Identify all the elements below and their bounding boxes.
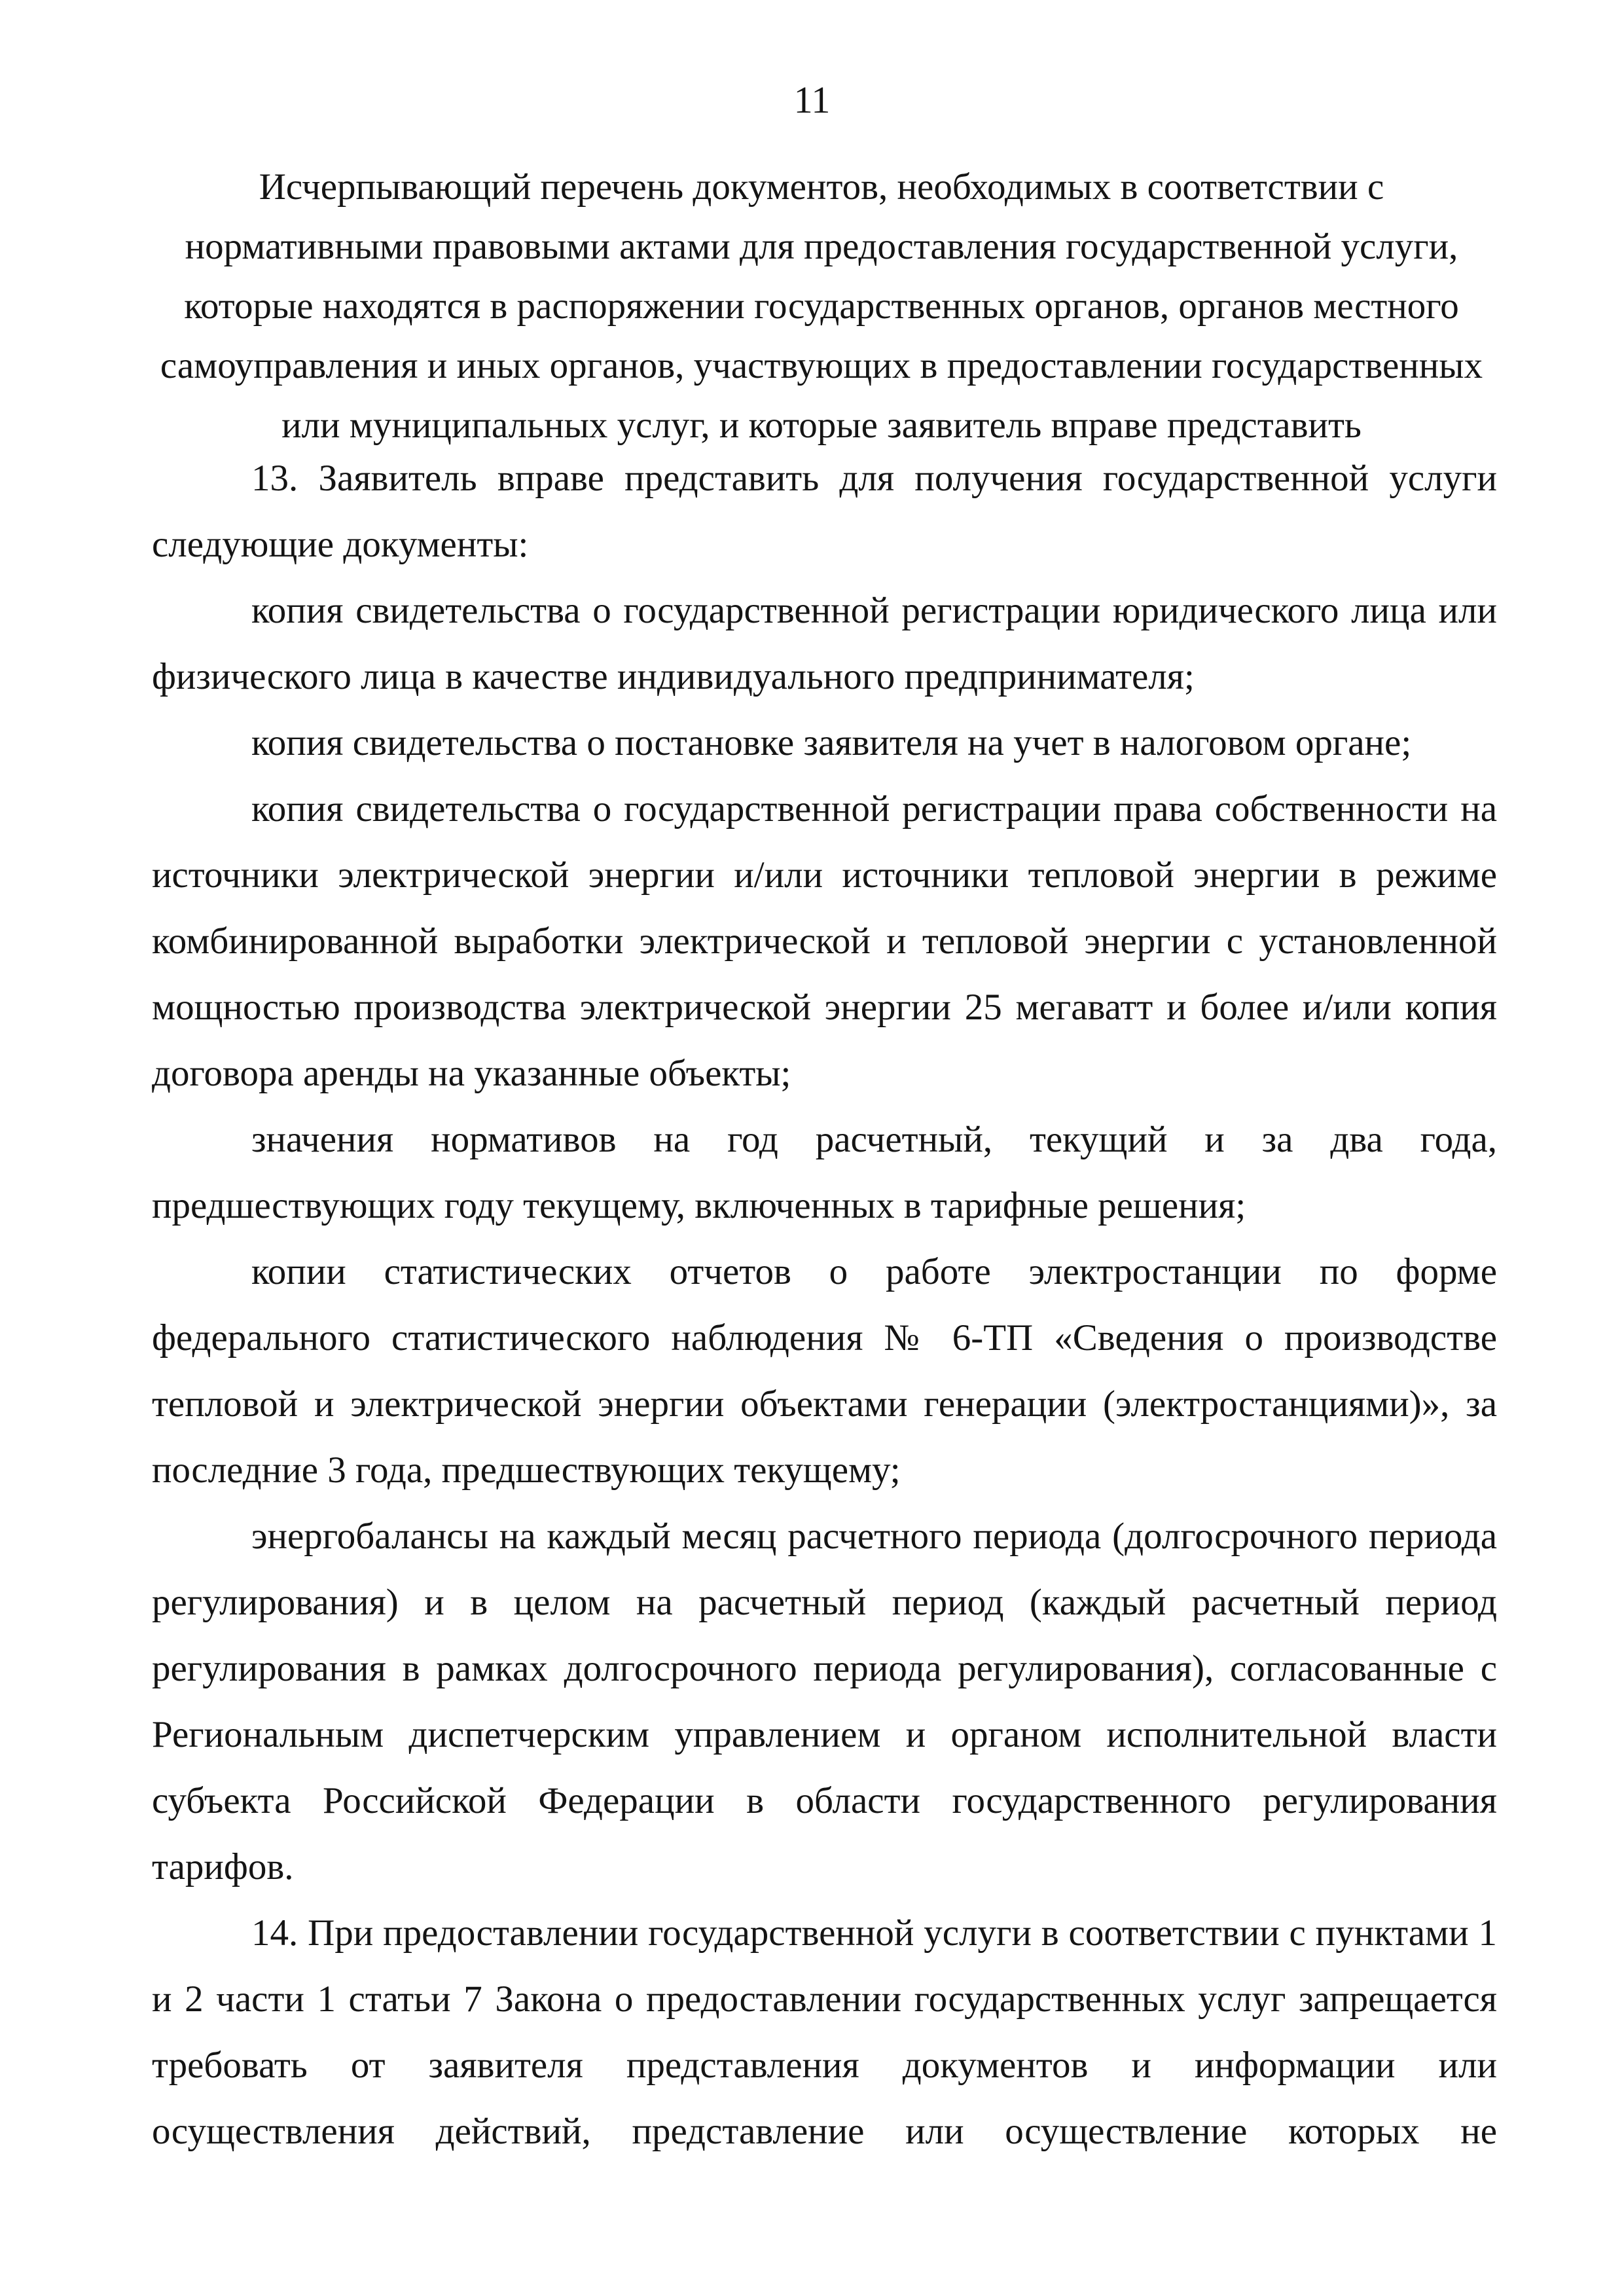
paragraph-statistical-reports: копии статистических отчетов о работе электростанции по форме федерального статистического наблюдения № 6-ТП «Сведения о производстве тепловой и электрической энергии объектами генерации (электростанциями)», за последние 3 года, предшествующих текущему; xyxy=(152,1251,1497,1491)
heading-line: Исчерпывающий перечень документов, необходимых в соответствии с xyxy=(259,166,1384,208)
heading-line: которые находятся в распоряжении государственных органов, органов местного xyxy=(184,285,1459,327)
paragraph-13-intro: 13. Заявитель вправе представить для получения государственной услуги следующие документы: xyxy=(152,458,1497,565)
section-heading xyxy=(157,157,1486,455)
heading-line: или муниципальных услуг, и которые заявитель вправе представить xyxy=(281,405,1362,446)
paragraph-14: 14. При предоставлении государственной услуги в соответствии с пунктами 1 и 2 части 1 статьи 7 Закона о предоставлении государственных услуг запрещается требовать от заявителя представления документов и информации или осуществления действий, представление или осуществление которых не xyxy=(152,1912,1497,2152)
page-number: 11 xyxy=(793,79,831,121)
document-body xyxy=(152,445,1497,2164)
paragraph-ownership-copy: копия свидетельства о государственной регистрации права собственности на источники электрической энергии и/или источники тепловой энергии в режиме комбинированной выработки электрической и тепловой энергии с установленной мощностью производства электрической энергии 25 мегаватт и более и/или копия договора аренды на указанные объекты; xyxy=(152,788,1497,1094)
paragraph-tax-registration-copy: копия свидетельства о постановке заявителя на учет в налоговом органе; xyxy=(251,722,1412,763)
paragraph-registration-copy: копия свидетельства о государственной регистрации юридического лица или физического лица в качестве индивидуального предпринимателя; xyxy=(152,590,1497,697)
paragraph-norm-values: значения нормативов на год расчетный, текущий и за два года, предшествующих году текущему, включенных в тарифные решения; xyxy=(152,1119,1497,1226)
heading-line: самоуправления и иных органов, участвующих в предоставлении государственных xyxy=(160,345,1483,386)
paragraph-energy-balances: энергобалансы на каждый месяц расчетного периода (долгосрочного периода регулирования) и в целом на расчетный период (каждый расчетный период регулирования в рамках долгосрочного периода регулирования), согласованные с Региональным диспетчерским управлением и органом исполнительной власти субъекта Российской Федерации в области государственного регулирования тарифов. xyxy=(152,1516,1497,1887)
heading-line: нормативными правовыми актами для предоставления государственной услуги, xyxy=(185,226,1458,267)
